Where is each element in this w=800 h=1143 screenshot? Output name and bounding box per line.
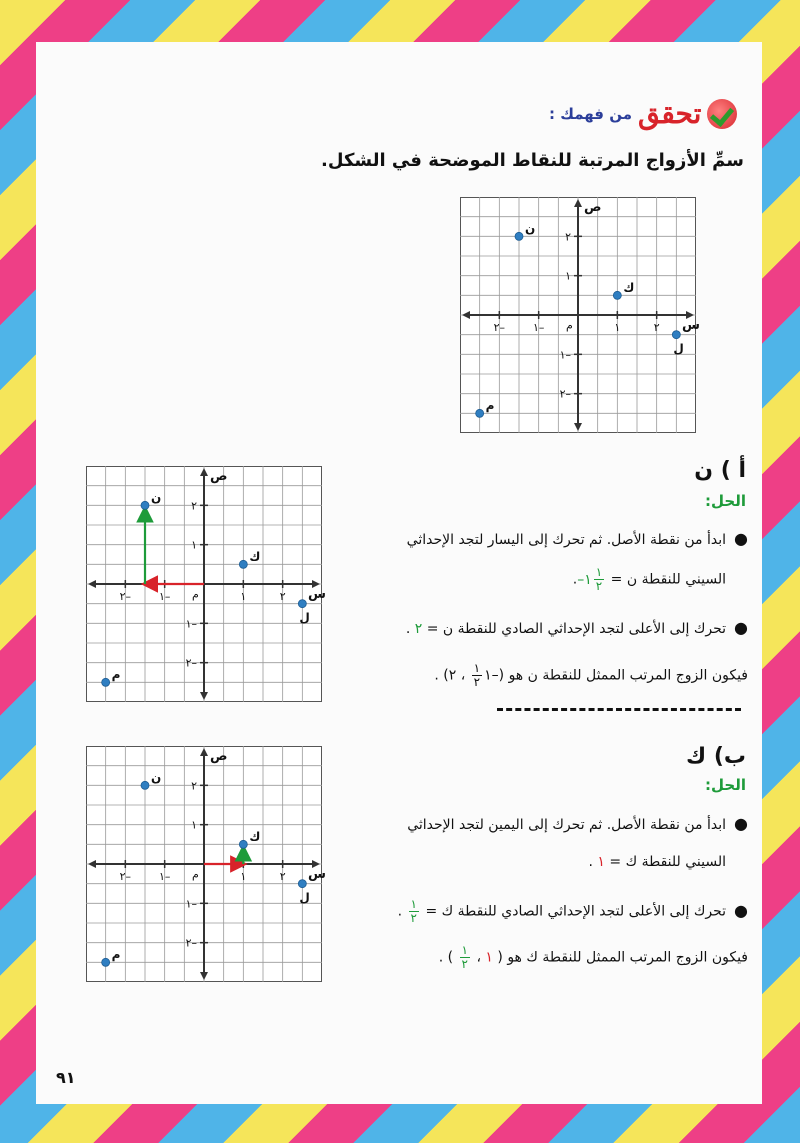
point-2.5--0.5 xyxy=(672,331,680,339)
part-a-step1-line2-text: السيني للنقطة ن = xyxy=(610,571,726,588)
coordinate-graph-part-b xyxy=(86,746,326,982)
point-label: ن xyxy=(525,221,536,236)
part-a-conclusion-end: ، ٢) . xyxy=(434,667,466,684)
bullet-icon: ● xyxy=(734,618,748,637)
part-a-x-value: –١ $\frac{١}{٢}$ xyxy=(577,565,603,593)
part-a-step1-line1 xyxy=(407,529,748,548)
checkmark-icon xyxy=(707,99,737,129)
point-label: ك xyxy=(249,549,261,564)
point--1.5-2 xyxy=(141,501,149,509)
y-tick-label: ٢– xyxy=(559,387,571,401)
part-b-x-value: ١ xyxy=(597,854,605,870)
point-label: ل xyxy=(299,890,310,905)
y-axis-label: ص xyxy=(210,469,228,484)
part-a-solution-label: الحل: xyxy=(705,492,746,510)
y-tick-label: ١ xyxy=(191,818,197,832)
origin-label: م xyxy=(192,868,199,881)
y-tick-label: ٢– xyxy=(185,656,197,670)
page-number: ٩١ xyxy=(56,1068,76,1087)
x-tick-label: ١– xyxy=(532,321,545,334)
part-a-step2: ●تحرك إلى الأعلى لتجد الإحداثي الصادي للنقطة ن = ٢ . xyxy=(405,618,748,637)
part-b-conclusion-end: ) . xyxy=(438,949,454,966)
badge-word-2: من فهمك : xyxy=(549,104,632,123)
coordinate-graph-main xyxy=(460,197,700,433)
part-a-conclusion: فيكون الزوج المرتب الممثل للنقطة ن هو (–١ $\frac{١}{٢}$ ، ٢) . xyxy=(434,661,748,689)
point-label: م xyxy=(111,947,121,962)
x-tick-label: ٢ xyxy=(279,590,286,603)
point--2.5--2.5 xyxy=(102,678,110,686)
point-1-0.5 xyxy=(613,291,621,299)
point-2.5--0.5 xyxy=(298,600,306,608)
x-tick-label: ١ xyxy=(240,590,247,603)
origin-label: م xyxy=(566,319,573,332)
point-1-0.5 xyxy=(239,840,247,848)
x-axis-label: س xyxy=(308,867,326,882)
x-tick-label: ٢– xyxy=(493,321,506,334)
part-a-heading: أ ) ن xyxy=(694,458,746,483)
part-a-conclusion-text: فيكون الزوج المرتب الممثل للنقطة ن هو (–١ xyxy=(484,667,748,684)
part-b-step1-text: ابدأ من نقطة الأصل. ثم تحرك إلى اليمين لتجد الإحداثي xyxy=(407,817,727,833)
x-tick-label: ١ xyxy=(240,870,247,883)
point-label: ن xyxy=(151,770,162,785)
origin-label: م xyxy=(192,588,199,601)
point-1-0.5 xyxy=(239,560,247,568)
part-b-solution-label: الحل: xyxy=(705,776,746,794)
point-label: ل xyxy=(673,341,684,356)
y-tick-label: ١– xyxy=(185,617,197,631)
y-tick-label: ٢– xyxy=(185,936,197,950)
part-b-step1-line2: السيني للنقطة ك = ١ . xyxy=(588,854,726,870)
section-divider xyxy=(497,708,741,711)
part-b-heading: ب) ك xyxy=(686,744,746,769)
point-label: ل xyxy=(299,610,310,625)
y-tick-label: ٢ xyxy=(191,779,197,793)
y-tick-label: ١– xyxy=(185,897,197,911)
point--1.5-2 xyxy=(141,781,149,789)
part-b-step2: ●تحرك إلى الأعلى لتجد الإحداثي الصادي للنقطة ك = $\frac{١}{٢}$ . xyxy=(397,897,748,925)
y-tick-label: ٢ xyxy=(565,230,571,244)
point-label: م xyxy=(485,398,495,413)
part-b-pair-y: $\frac{١}{٢}$ xyxy=(461,943,468,971)
y-axis-label: ص xyxy=(584,200,602,215)
x-tick-label: ٢– xyxy=(119,870,132,883)
part-b-pair-x: ١ xyxy=(485,949,493,966)
part-b-step2-text: تحرك إلى الأعلى لتجد الإحداثي الصادي للنقطة ك = xyxy=(425,903,727,920)
y-tick-label: ١– xyxy=(559,348,571,362)
part-b-conclusion-text: فيكون الزوج المرتب الممثل للنقطة ك هو ( xyxy=(497,949,748,966)
check-understanding-badge xyxy=(549,97,737,130)
point--2.5--2.5 xyxy=(102,958,110,966)
bullet-icon: ● xyxy=(734,529,748,548)
x-tick-label: ١– xyxy=(158,590,171,603)
x-axis-label: س xyxy=(308,587,326,602)
x-tick-label: ١ xyxy=(614,321,621,334)
y-tick-label: ٢ xyxy=(191,499,197,513)
point-label: م xyxy=(111,667,121,682)
point--2.5--2.5 xyxy=(476,409,484,417)
x-tick-label: ٢ xyxy=(279,870,286,883)
point-label: ن xyxy=(151,490,162,505)
badge-word-1: تحقق xyxy=(637,97,702,130)
coordinate-graph-part-a xyxy=(86,466,326,702)
x-tick-label: ١– xyxy=(158,870,171,883)
x-tick-label: ٢– xyxy=(119,590,132,603)
part-b-step1-line2-text: السيني للنقطة ك = xyxy=(609,854,726,870)
part-a-step1-line2: السيني للنقطة ن = –١ $\frac{١}{٢}$ . xyxy=(572,565,726,593)
part-a-y-value: ٢ xyxy=(414,621,423,637)
x-axis-label: س xyxy=(682,318,700,333)
part-b-step1-line1 xyxy=(407,814,748,833)
bullet-icon: ● xyxy=(734,814,748,833)
point--1.5-2 xyxy=(515,232,523,240)
bullet-icon: ● xyxy=(734,900,748,920)
y-tick-label: ١ xyxy=(191,538,197,552)
point-label: ك xyxy=(623,280,635,295)
part-a-step2-text: تحرك إلى الأعلى لتجد الإحداثي الصادي للنقطة ن = xyxy=(426,621,727,637)
y-axis-label: ص xyxy=(210,749,228,764)
part-b-y-value: $\frac{١}{٢}$ xyxy=(410,897,417,925)
instruction-text: سمِّ الأزواج المرتبة للنقاط الموضحة في الشكل. xyxy=(321,150,744,171)
y-tick-label: ١ xyxy=(565,269,571,283)
page-sheet xyxy=(36,42,762,1104)
point-label: ك xyxy=(249,829,261,844)
point-2.5--0.5 xyxy=(298,880,306,888)
x-tick-label: ٢ xyxy=(653,321,660,334)
part-b-conclusion: فيكون الزوج المرتب الممثل للنقطة ك هو ( ١ ، $\frac{١}{٢}$ ) . xyxy=(438,943,748,971)
part-a-step1-text: ابدأ من نقطة الأصل. ثم تحرك إلى اليسار لتجد الإحداثي xyxy=(406,532,727,548)
